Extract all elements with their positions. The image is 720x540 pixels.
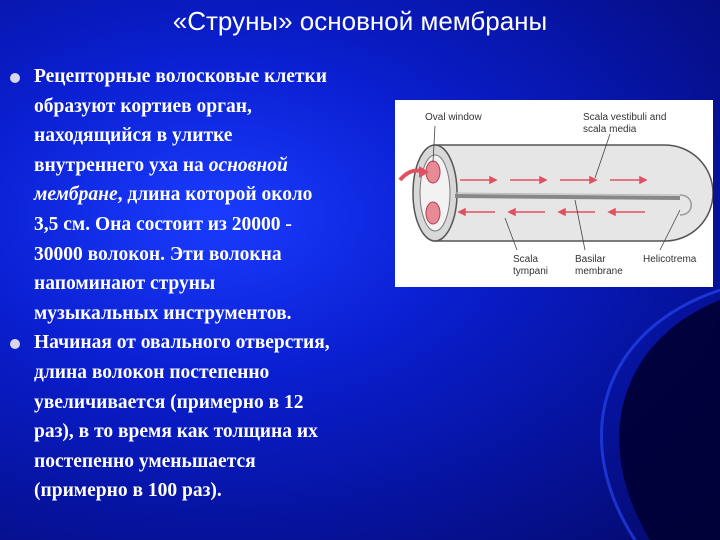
bullet-line: мембране, длина которой около: [34, 184, 313, 206]
bullet-line: Рецепторные волосковые клетки: [34, 66, 327, 87]
bullet-dot-icon: [10, 73, 20, 83]
bullet-dot-icon: [10, 339, 20, 349]
cochlea-diagram: [395, 100, 713, 287]
bullet-line: напоминают струны: [34, 273, 216, 295]
label-basilar-2: membrane: [575, 266, 623, 277]
bullet-line: 30000 волокон. Эти волокна: [34, 243, 282, 265]
bullet-item: [10, 62, 410, 328]
bullet-line: постепенно уменьшается: [34, 450, 256, 472]
label-scala-tympani-2: tympani: [513, 266, 549, 277]
bullet-line: (примерно в 100 раз).: [34, 480, 222, 502]
label-scala-tympani-1: Scala: [513, 254, 539, 265]
label-oval-window: Oval window: [425, 112, 482, 123]
bullet-line: длина волокон постепенно: [34, 361, 270, 383]
label-scala-media: scala media: [583, 124, 637, 135]
bullet-line: раз), в то время как толщина их: [34, 421, 318, 443]
bullet-line: 3,5 см. Она состоит из 20000 -: [34, 213, 292, 235]
cochlea-diagram-svg: [395, 100, 713, 287]
bullet-line: внутреннего уха на основной: [34, 154, 288, 176]
label-scala-vestibuli: Scala vestibuli and: [583, 112, 667, 123]
label-basilar-1: Basilar: [575, 254, 606, 265]
bullet-line: увеличивается (примерно в 12: [34, 391, 304, 413]
bullet-line: находящийся в улитке: [34, 125, 233, 147]
label-helicotrema: Helicotrema: [643, 254, 697, 265]
slide-title: «Струны» основной мембраны: [172, 6, 548, 36]
bullet-item: [10, 328, 410, 506]
bullet-line: музыкальных инструментов.: [34, 302, 292, 324]
bullet-list: [10, 62, 410, 506]
bullet-line: образуют кортиев орган,: [34, 95, 252, 117]
bullet-line: Начиная от овального отверстия,: [34, 332, 330, 354]
